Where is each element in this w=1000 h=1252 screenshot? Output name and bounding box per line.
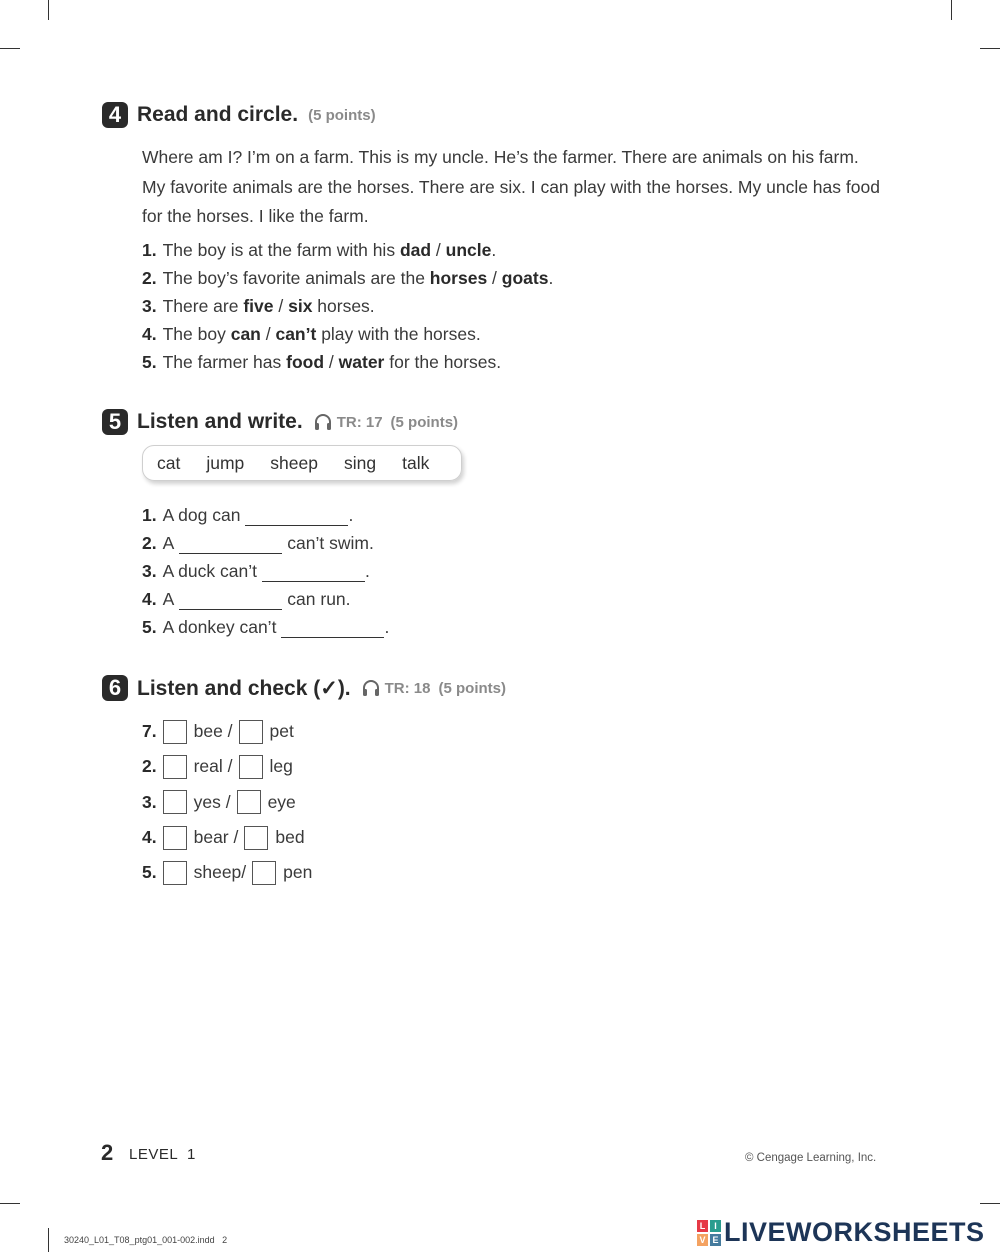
item-text: A <box>162 532 175 553</box>
item-text: play with the horses. <box>316 323 481 344</box>
logo-tile: L <box>697 1220 708 1232</box>
list-item <box>142 557 389 585</box>
section-title: Listen and write. <box>137 410 303 433</box>
option-separator: / <box>273 295 289 316</box>
checkbox[interactable] <box>163 790 187 814</box>
word-bank <box>142 445 462 481</box>
item-text: . <box>348 504 354 525</box>
item-number: 1. <box>142 504 157 525</box>
word-bank-item: sheep <box>270 452 318 473</box>
circle-option[interactable]: food <box>286 351 325 372</box>
item-text: . <box>364 560 370 581</box>
item-text: can run. <box>287 588 351 609</box>
list-item <box>142 714 312 749</box>
item-text: horses. <box>312 295 375 316</box>
item-number: 4. <box>142 827 157 848</box>
checkbox[interactable] <box>239 755 263 779</box>
item-number: 2. <box>142 532 157 553</box>
section-5-header <box>102 409 458 435</box>
write-blank[interactable] <box>245 505 348 526</box>
section-6-header <box>102 675 506 701</box>
circle-option[interactable]: dad <box>399 239 432 260</box>
points-label: (5 points) <box>438 679 506 697</box>
crop-mark <box>48 1228 49 1252</box>
headphones-icon <box>361 678 381 698</box>
track-label: TR: 18 <box>384 679 431 697</box>
logo-tile: V <box>697 1234 708 1246</box>
item-number: 4. <box>142 323 157 344</box>
item-text: The farmer has <box>162 351 287 372</box>
check-question-list <box>142 714 312 890</box>
checkbox[interactable] <box>237 790 261 814</box>
section-number-badge: 4 <box>102 102 128 128</box>
crop-mark <box>0 1203 20 1204</box>
logo-text: LIVEWORKSHEETS <box>724 1217 985 1247</box>
option-label: bear / <box>193 827 239 848</box>
crop-mark <box>951 0 952 20</box>
item-text: A dog can <box>162 504 241 525</box>
option-label: real / <box>193 756 233 777</box>
item-text: . <box>384 616 390 637</box>
level-label: LEVEL 1 <box>129 1146 196 1163</box>
list-item <box>142 348 553 376</box>
list-item <box>142 264 553 292</box>
word-bank-item: sing <box>343 452 377 473</box>
item-number: 2. <box>142 267 157 288</box>
checkbox[interactable] <box>244 826 268 850</box>
word-bank-item: jump <box>206 452 245 473</box>
checkbox[interactable] <box>163 720 187 744</box>
section-title: Read and circle. <box>137 103 299 126</box>
circle-option[interactable]: horses <box>429 267 488 288</box>
list-item <box>142 613 389 641</box>
checkbox[interactable] <box>252 861 276 885</box>
option-separator: / <box>487 267 502 288</box>
item-text: The boy’s favorite animals are the <box>162 267 430 288</box>
list-item <box>142 236 553 264</box>
page-number: 2 <box>101 1140 114 1165</box>
item-text: There are <box>162 295 244 316</box>
crop-mark <box>48 0 49 20</box>
section-title: Listen and check (✓). <box>137 676 351 700</box>
copyright-text: © Cengage Learning, Inc. <box>745 1152 877 1164</box>
item-text: can’t swim. <box>287 532 374 553</box>
item-text: A donkey can’t <box>162 616 277 637</box>
list-item <box>142 529 389 557</box>
item-text: A duck can’t <box>162 560 257 581</box>
list-item <box>142 585 389 613</box>
section-number-badge: 5 <box>102 409 128 435</box>
crop-mark <box>980 1203 1000 1204</box>
checkbox[interactable] <box>163 755 187 779</box>
item-text: . <box>548 267 554 288</box>
item-number: 2. <box>142 756 157 777</box>
circle-option[interactable]: can’t <box>275 323 317 344</box>
item-number: 4. <box>142 588 157 609</box>
item-number: 5. <box>142 862 157 883</box>
headphones-icon <box>313 412 333 432</box>
circle-option[interactable]: goats <box>501 267 549 288</box>
option-label: eye <box>267 791 296 812</box>
circle-option[interactable]: five <box>243 295 274 316</box>
option-label: bed <box>275 827 305 848</box>
checkbox[interactable] <box>163 826 187 850</box>
list-item <box>142 820 312 855</box>
logo-tile: E <box>710 1234 721 1246</box>
checkbox[interactable] <box>239 720 263 744</box>
option-separator: / <box>260 323 276 344</box>
logo-tiles-icon <box>697 1220 721 1246</box>
reading-passage: Where am I? I’m on a farm. This is my uncle. He’s the farmer. There are animals on his farm. My favorite animals are the horses. There are six. I can play with the horses. My uncle has food for the horses. I like the farm. <box>142 147 880 226</box>
item-number: 1. <box>142 239 157 260</box>
word-bank-item: talk <box>402 452 430 473</box>
item-number: 5. <box>142 351 157 372</box>
list-item <box>142 749 312 784</box>
word-bank-item: cat <box>157 452 181 473</box>
write-blank[interactable] <box>281 617 384 638</box>
checkbox[interactable] <box>163 861 187 885</box>
list-item <box>142 320 553 348</box>
circle-option[interactable]: water <box>338 351 385 372</box>
option-label: sheep/ <box>193 862 247 883</box>
option-label: bee / <box>193 721 233 742</box>
circle-option[interactable]: six <box>288 295 313 316</box>
item-text: . <box>491 239 497 260</box>
list-item <box>142 501 389 529</box>
circle-option[interactable]: can <box>230 323 261 344</box>
item-number: 5. <box>142 616 157 637</box>
option-separator: / <box>431 239 446 260</box>
item-text: The boy is at the farm with his <box>162 239 400 260</box>
track-label: TR: 17 <box>336 413 383 431</box>
item-text: for the horses. <box>384 351 502 372</box>
points-label: (5 points) <box>308 106 376 124</box>
circle-option[interactable]: uncle <box>445 239 492 260</box>
list-item <box>142 785 312 820</box>
option-label: pen <box>283 862 313 883</box>
logo-tile: I <box>710 1220 721 1232</box>
circle-question-list <box>142 236 553 376</box>
list-item <box>142 292 553 320</box>
item-text: The boy <box>162 323 231 344</box>
write-blank[interactable] <box>262 561 365 582</box>
list-item <box>142 855 312 890</box>
file-slug: 30240_L01_T08_ptg01_001-002.indd 2 <box>64 1235 228 1245</box>
option-label: yes / <box>193 791 231 812</box>
write-blank[interactable] <box>179 533 282 554</box>
item-text: A <box>162 588 175 609</box>
section-number-badge: 6 <box>102 675 128 701</box>
points-label: (5 points) <box>390 413 459 431</box>
crop-mark <box>980 48 1000 49</box>
item-number: 7. <box>142 721 157 742</box>
write-question-list <box>142 501 389 641</box>
crop-mark <box>0 48 20 49</box>
liveworksheets-logo <box>697 1217 985 1248</box>
item-number: 3. <box>142 295 157 316</box>
item-number: 3. <box>142 791 157 812</box>
section-4-header <box>102 102 376 128</box>
option-separator: / <box>324 351 339 372</box>
item-number: 3. <box>142 560 157 581</box>
option-label: leg <box>269 756 293 777</box>
option-label: pet <box>269 721 294 742</box>
write-blank[interactable] <box>179 589 282 610</box>
